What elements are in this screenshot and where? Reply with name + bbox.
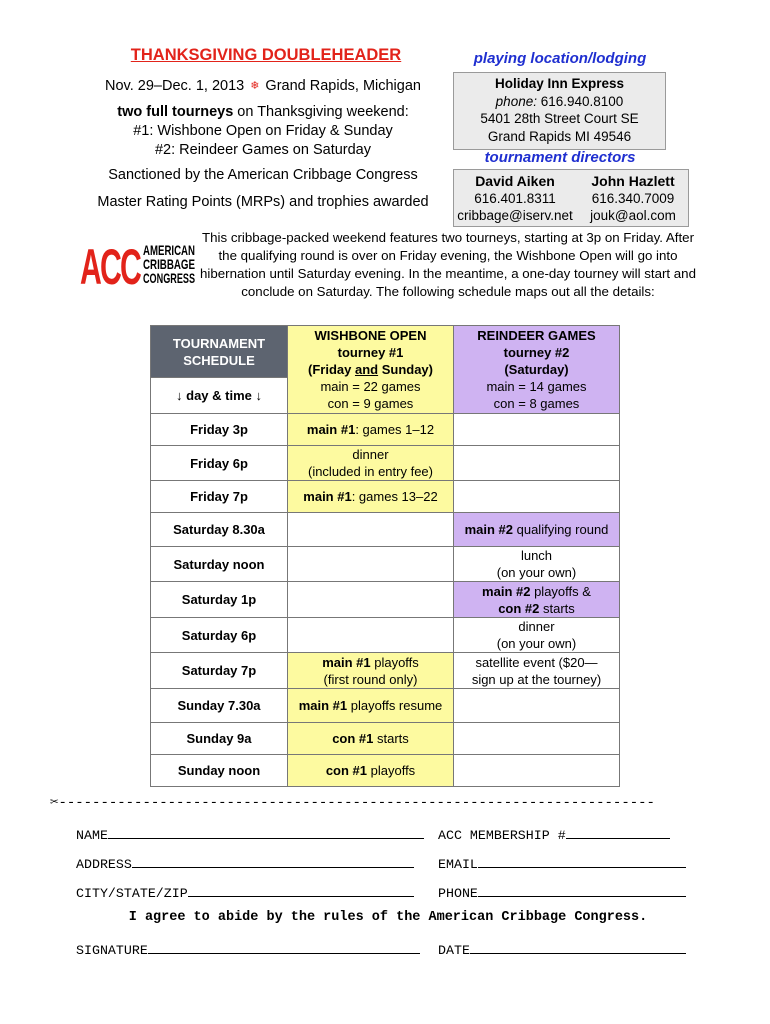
reindeer-cell (454, 618, 620, 653)
logo-line-1: AMERICAN (143, 242, 195, 258)
reindeer-cell (454, 481, 620, 513)
cell-line (288, 654, 453, 671)
directors-box (453, 169, 689, 227)
wishbone-cell (288, 446, 454, 481)
cell-line (454, 521, 619, 538)
row-time-label: Friday 3p (151, 414, 288, 446)
email-field[interactable] (438, 855, 686, 872)
dash-line: ----------------------------------------------------------------------- (58, 795, 655, 811)
wishbone-cell (288, 513, 454, 547)
row-time-label: Saturday 1p (151, 582, 288, 618)
cell-line (454, 583, 619, 600)
signature-label: SIGNATURE (76, 943, 148, 958)
down-arrow-icon: ↓ (255, 388, 262, 403)
hotel-phone (454, 93, 665, 111)
wishbone-sub: tourney #1 (337, 345, 404, 360)
lodging-box (453, 72, 666, 150)
cell-line: dinner (518, 619, 555, 634)
two-full-label: two full tourneys (117, 104, 234, 120)
cell-bold: main #1 (306, 422, 356, 437)
schedule-row (151, 547, 620, 582)
cell-line: (on your own) (496, 636, 577, 651)
city-label: CITY/STATE/ZIP (76, 886, 188, 901)
lodging-heading: playing location/lodging (473, 50, 647, 67)
acc-field[interactable] (438, 826, 670, 843)
cell-text: starts (539, 600, 575, 616)
page-title: THANKSGIVING DOUBLEHEADER (130, 46, 402, 64)
schedule-row (151, 618, 620, 653)
logo-letters: ACC (80, 240, 142, 286)
city-text: Grand Rapids, Michigan (265, 78, 421, 94)
schedule-row (151, 653, 620, 689)
cell-line: (included in entry fee) (307, 464, 433, 479)
daytime-header (151, 378, 288, 414)
cell-bold: main #1 (322, 654, 371, 670)
wishbone-cell (288, 582, 454, 618)
phone-label: PHONE (438, 886, 478, 901)
cell-text: qualifying round (513, 522, 609, 537)
cell-line (288, 762, 453, 779)
wishbone-days (288, 361, 453, 378)
wishbone-cell (288, 618, 454, 653)
row-time-label: Sunday 9a (151, 723, 288, 755)
mrps-line: Master Rating Points (MRPs) and trophies awarded (97, 194, 429, 210)
logo-line-3: CONGRESS (143, 270, 195, 286)
schedule-row (151, 582, 620, 618)
schedule-row (151, 755, 620, 787)
city-field[interactable] (76, 884, 414, 901)
cell-text: : games 13–22 (351, 489, 438, 504)
cell-line (288, 421, 453, 438)
days-a: (Friday (308, 362, 355, 377)
reindeer-main: main = 14 games (486, 379, 587, 394)
cell-line (288, 488, 453, 505)
address-line[interactable] (132, 855, 414, 868)
cell-line (454, 600, 619, 617)
cell-text: playoffs resume (347, 698, 443, 713)
schedule-row (151, 481, 620, 513)
schedule-corner: TOURNAMENT SCHEDULE (151, 326, 288, 378)
schedule-row (151, 689, 620, 723)
reindeer-con: con = 8 games (493, 396, 580, 411)
row-time-label: Friday 6p (151, 446, 288, 481)
snowflake-icon: ❄ (250, 80, 260, 92)
email-label: EMAIL (438, 857, 478, 872)
cell-bold: main #1 (298, 698, 348, 713)
wishbone-cell (288, 653, 454, 689)
director-hazlett (578, 173, 688, 224)
dates-text: Nov. 29–Dec. 1, 2013 (105, 78, 245, 94)
signature-field[interactable] (76, 941, 420, 958)
wishbone-cell (288, 689, 454, 723)
row-time-label: Saturday 6p (151, 618, 288, 653)
acc-line[interactable] (566, 826, 670, 839)
date-label: DATE (438, 943, 470, 958)
reindeer-cell (454, 547, 620, 582)
cell-line: dinner (352, 447, 389, 462)
row-time-label: Saturday 7p (151, 653, 288, 689)
cell-line: (first round only) (323, 671, 418, 687)
wishbone-main: main = 22 games (320, 379, 421, 394)
reindeer-header (454, 326, 620, 414)
director-phone: 616.401.8311 (474, 191, 556, 206)
address-label: ADDRESS (76, 857, 132, 872)
director-email[interactable]: cribbage@iserv.net (457, 208, 573, 223)
cell-line: (on your own) (496, 565, 577, 580)
tourney-summary (88, 103, 438, 160)
agreement-text: I agree to abide by the rules of the American Cribbage Congress. (128, 910, 648, 925)
schedule-table (150, 325, 620, 787)
reindeer-cell (454, 513, 620, 547)
tourney-2-line: #2: Reindeer Games on Saturday (154, 142, 371, 158)
two-full-rest: on Thanksgiving weekend: (233, 104, 409, 120)
wishbone-con: con = 9 games (327, 396, 414, 411)
director-phone: 616.340.7009 (591, 191, 675, 206)
scissors-icon: ✂ (50, 795, 59, 811)
wishbone-cell (288, 755, 454, 787)
reindeer-cell (454, 723, 620, 755)
email-line[interactable] (478, 855, 686, 868)
wishbone-title: WISHBONE OPEN (314, 328, 427, 343)
phone-field[interactable] (438, 884, 686, 901)
cell-bold: con #2 (498, 600, 540, 616)
acc-logo (80, 240, 195, 286)
schedule-row (151, 414, 620, 446)
event-dates (88, 78, 438, 94)
cell-bold: main #2 (464, 522, 513, 537)
wishbone-cell (288, 414, 454, 446)
cell-bold: main #2 (482, 583, 531, 599)
reindeer-cell (454, 414, 620, 446)
phone-line[interactable] (478, 884, 686, 897)
cell-line: lunch (520, 548, 553, 563)
hotel-name: Holiday Inn Express (494, 76, 625, 91)
down-arrow-icon: ↓ (176, 388, 183, 403)
wishbone-cell (288, 723, 454, 755)
director-email[interactable]: jouk@aol.com (590, 208, 676, 223)
date-field[interactable] (438, 941, 686, 958)
cell-text: playoffs (367, 763, 416, 778)
wishbone-cell (288, 547, 454, 582)
name-line[interactable] (108, 826, 424, 839)
signature-line[interactable] (148, 941, 420, 954)
schedule-row (151, 446, 620, 481)
days-c: Sunday) (378, 362, 433, 377)
name-field[interactable] (76, 826, 424, 843)
row-time-label: Saturday 8.30a (151, 513, 288, 547)
row-time-label: Sunday 7.30a (151, 689, 288, 723)
tourney-1-line: #1: Wishbone Open on Friday & Sunday (133, 123, 393, 139)
wishbone-cell (288, 481, 454, 513)
row-time-label: Sunday noon (151, 755, 288, 787)
intro-paragraph: This cribbage-packed weekend features two tourneys, starting at 3p on Friday. After the qualifying round is over on Friday evening, the Wishbone Open will go into hibernation until Saturday evening. In the meantime, a one-day tourney will start and conclude on Saturday. The following schedule maps out all the details: (200, 230, 696, 299)
reindeer-cell (454, 689, 620, 723)
director-name: John Hazlett (591, 173, 675, 189)
daytime-label: day & time (186, 388, 252, 403)
directors-heading: tournament directors (484, 149, 636, 166)
cell-text: starts (373, 731, 409, 746)
cell-line: satellite event ($20— (475, 654, 598, 670)
city-line[interactable] (188, 884, 414, 897)
cell-bold: con #1 (332, 731, 374, 746)
phone-number: 616.940.8100 (536, 93, 624, 109)
reindeer-cell (454, 582, 620, 618)
reindeer-title: REINDEER GAMES (477, 328, 596, 343)
director-aiken (454, 173, 576, 224)
director-name: David Aiken (475, 173, 555, 189)
cell-line (288, 730, 453, 747)
sanction-line: Sanctioned by the American Cribbage Congress (108, 167, 418, 183)
days-and: and (354, 362, 379, 377)
reindeer-cell (454, 653, 620, 689)
hotel-street: 5401 28th Street Court SE (480, 111, 639, 126)
cell-bold: con #1 (325, 763, 367, 778)
cell-text: : games 1–12 (355, 422, 435, 437)
reindeer-cell (454, 446, 620, 481)
row-time-label: Saturday noon (151, 547, 288, 582)
acc-label: ACC MEMBERSHIP # (438, 828, 566, 843)
cell-text: playoffs & (530, 583, 591, 599)
wishbone-header (288, 326, 454, 414)
logo-line-2: CRIBBAGE (143, 256, 195, 272)
reindeer-cell (454, 755, 620, 787)
cell-bold: main #1 (303, 489, 352, 504)
cell-line: sign up at the tourney) (471, 671, 602, 687)
reindeer-days: (Saturday) (504, 362, 569, 377)
row-time-label: Friday 7p (151, 481, 288, 513)
schedule-row (151, 723, 620, 755)
schedule-row (151, 513, 620, 547)
cut-line (50, 794, 655, 811)
date-line[interactable] (470, 941, 686, 954)
name-label: NAME (76, 828, 108, 843)
cell-line (288, 697, 453, 714)
reindeer-sub: tourney #2 (503, 345, 570, 360)
hotel-city: Grand Rapids MI 49546 (487, 128, 632, 144)
cell-text: playoffs (370, 654, 419, 670)
phone-label: phone: (495, 93, 537, 109)
address-field[interactable] (76, 855, 414, 872)
